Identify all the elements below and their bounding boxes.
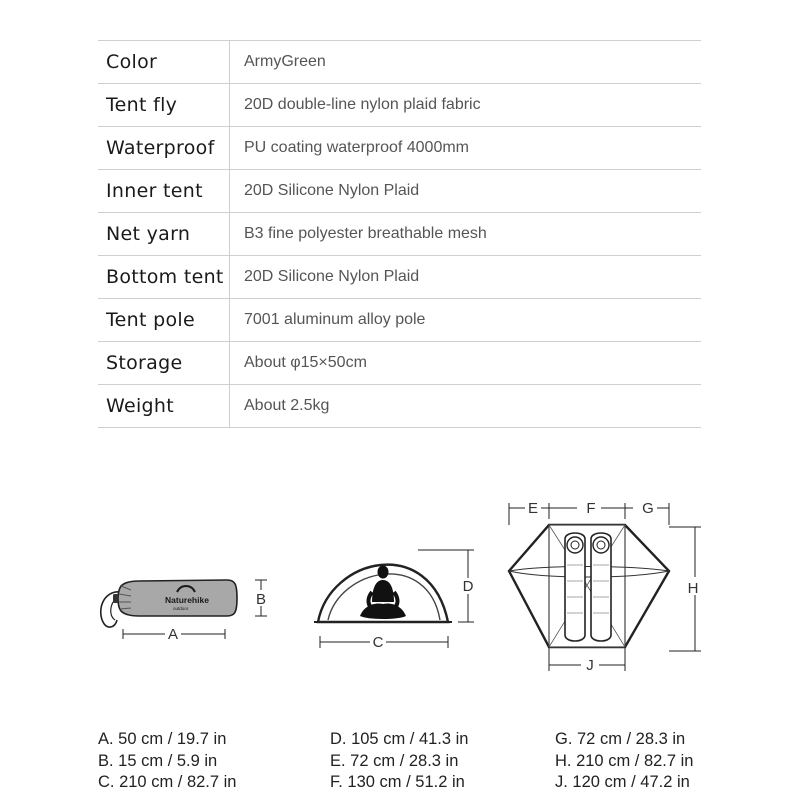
tent-front-diagram bbox=[310, 538, 490, 653]
measurement-a: A. 50 cm / 19.7 in bbox=[98, 730, 227, 748]
spec-label: Color bbox=[98, 41, 230, 83]
dimension-a-label: A bbox=[167, 626, 179, 643]
brand-logo-subtext: outdoor bbox=[173, 606, 189, 611]
spec-value: 7001 aluminum alloy pole bbox=[244, 311, 426, 328]
spec-row-tent-pole bbox=[98, 299, 701, 342]
spec-row-net-yarn bbox=[98, 213, 701, 256]
spec-value: 20D double-line nylon plaid fabric bbox=[244, 96, 481, 113]
measurement-d: D. 105 cm / 41.3 in bbox=[330, 730, 469, 748]
spec-row-bottom-tent bbox=[98, 256, 701, 299]
brand-logo-text: Naturehike bbox=[165, 595, 209, 605]
spec-label: Waterproof bbox=[98, 127, 230, 169]
dimension-d-label: D bbox=[462, 578, 474, 595]
spec-value: About φ15×50cm bbox=[244, 354, 367, 371]
measurement-e: E. 72 cm / 28.3 in bbox=[330, 751, 459, 770]
measurements-col-1 bbox=[98, 729, 237, 794]
spec-value: ArmyGreen bbox=[244, 53, 326, 70]
dimension-h-label: H bbox=[687, 580, 699, 597]
measurement-g: G. 72 cm / 28.3 in bbox=[555, 730, 686, 748]
measurement-b: B. 15 cm / 5.9 in bbox=[98, 751, 218, 770]
spec-row-waterproof bbox=[98, 127, 701, 170]
spec-row-inner-tent bbox=[98, 170, 701, 213]
dimension-e-label: E bbox=[527, 500, 539, 517]
spec-table bbox=[98, 40, 701, 428]
sleeping-bag-icon bbox=[591, 533, 611, 641]
spec-label: Tent fly bbox=[98, 84, 230, 126]
measurement-h: H. 210 cm / 82.7 in bbox=[555, 751, 694, 770]
dimension-f-label: F bbox=[586, 500, 596, 517]
spec-label: Storage bbox=[98, 342, 230, 384]
dimension-b-label: B bbox=[255, 591, 267, 608]
spec-row-tent-fly bbox=[98, 84, 701, 127]
spec-row-color bbox=[98, 41, 701, 84]
tent-front-icon bbox=[314, 565, 452, 622]
spec-value: About 2.5kg bbox=[244, 397, 330, 414]
dimension-g-label: G bbox=[642, 500, 654, 517]
spec-value: 20D Silicone Nylon Plaid bbox=[244, 182, 420, 199]
storage-bag-diagram bbox=[95, 570, 285, 650]
dimension-c-label: C bbox=[372, 634, 384, 651]
spec-value: B3 fine polyester breathable mesh bbox=[244, 225, 487, 242]
sleeping-bag-icon bbox=[565, 533, 585, 641]
measurements-col-3 bbox=[555, 729, 694, 794]
spec-row-weight bbox=[98, 385, 701, 428]
dimension-j-label: J bbox=[586, 657, 594, 674]
spec-value: PU coating waterproof 4000mm bbox=[244, 139, 469, 156]
spec-label: Tent pole bbox=[98, 299, 230, 341]
measurements-col-2 bbox=[330, 729, 469, 794]
spec-label: Inner tent bbox=[98, 170, 230, 212]
spec-label: Net yarn bbox=[98, 213, 230, 255]
tent-top-diagram bbox=[505, 495, 705, 680]
spec-label: Bottom tent bbox=[98, 256, 230, 298]
measurement-c: C. 210 cm / 82.7 in bbox=[98, 773, 237, 791]
spec-label: Weight bbox=[98, 385, 230, 427]
spec-row-storage bbox=[98, 342, 701, 385]
spec-value: 20D Silicone Nylon Plaid bbox=[244, 268, 420, 285]
measurement-f: F. 130 cm / 51.2 in bbox=[330, 773, 465, 791]
tent-top-icon bbox=[509, 525, 669, 647]
measurement-j: J. 120 cm / 47.2 in bbox=[555, 773, 690, 791]
